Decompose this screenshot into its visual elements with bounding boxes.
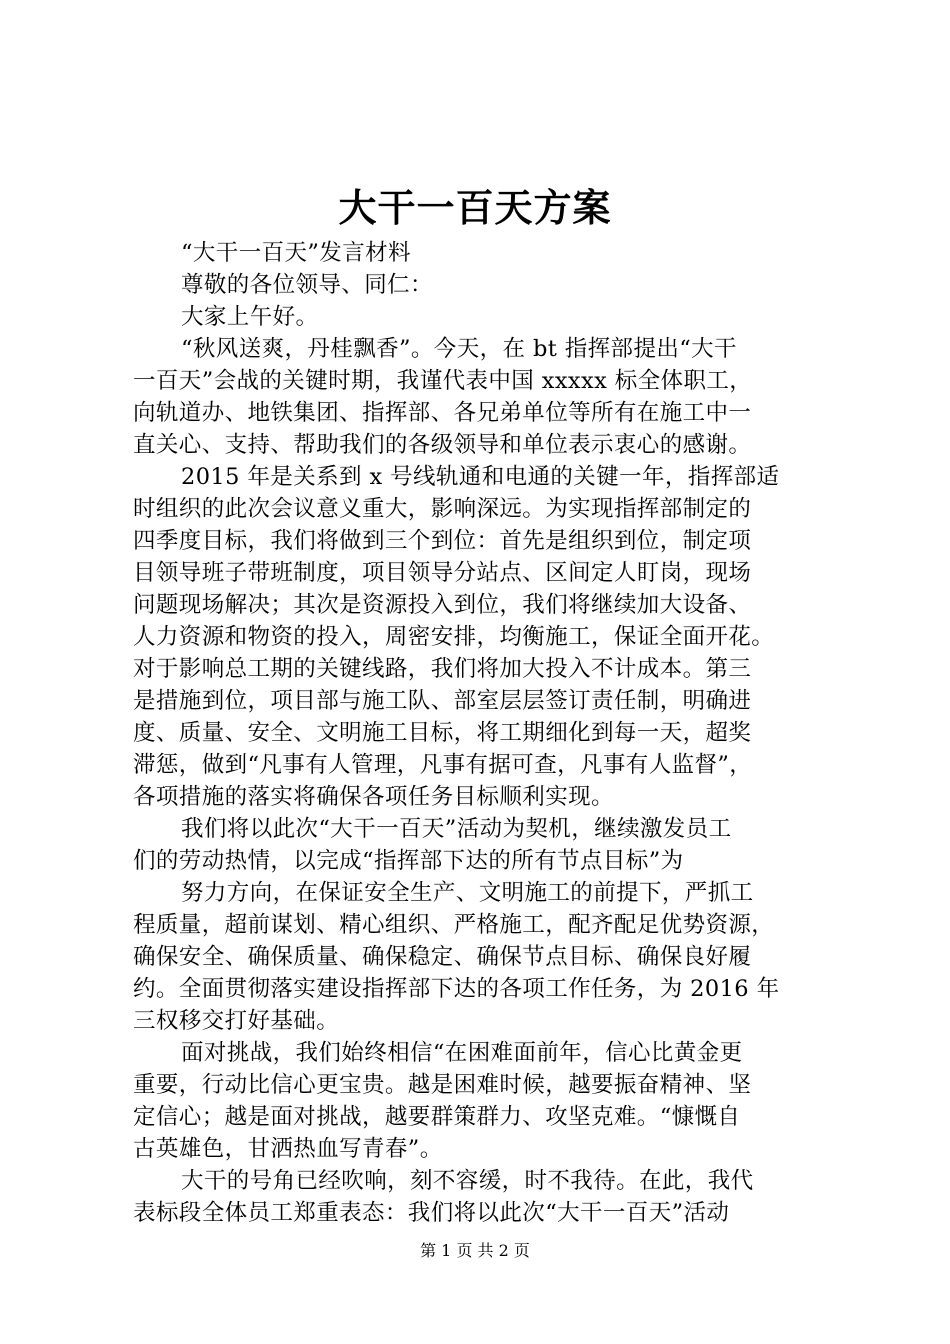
body-line: 约。全面贯彻落实建设指挥部下达的各项工作任务，为 2016 年 — [133, 976, 780, 1002]
body-line: 对于影响总工期的关键线路，我们将加大投入不计成本。第三 — [133, 656, 752, 682]
body-line: 滞惩，做到“凡事有人管理，凡事有据可查，凡事有人监督”， — [133, 752, 753, 778]
body-line: 程质量，超前谋划、精心组织、严格施工，配齐配足优势资源， — [133, 912, 775, 938]
document-body — [133, 237, 833, 1229]
body-line: 人力资源和物资的投入，周密安排，均衡施工，保证全面开花。 — [133, 624, 775, 650]
document-title: 大干一百天方案 — [338, 185, 612, 230]
body-line: 重要，行动比信心更宝贵。越是困难时候，越要振奋精神、坚 — [133, 1072, 752, 1098]
body-line: 是措施到位，项目部与施工队、部室层层签订责任制，明确进 — [133, 688, 752, 714]
body-line: 各项措施的落实将确保各项任务目标顺利实现。 — [133, 784, 614, 810]
body-line: 向轨道办、地铁集团、指挥部、各兄弟单位等所有在施工中一 — [133, 400, 752, 426]
page-footer: 第 1 页 共 2 页 — [420, 1241, 530, 1260]
body-line: 大干的号角已经吹响，刻不容缓，时不我待。在此，我代 — [181, 1168, 754, 1194]
body-line: 目领导班子带班制度，项目领导分站点、区间定人盯岗，现场 — [133, 560, 752, 586]
body-line: 古英雄色，甘洒热血写青春”。 — [133, 1136, 443, 1162]
body-line: 定信心；越是面对挑战，越要群策群力、攻坚克难。“慷慨自 — [133, 1104, 741, 1130]
body-line: “大干一百天”发言材料 — [181, 240, 411, 266]
body-line: 大家上午好。 — [181, 304, 319, 330]
body-line: 四季度目标，我们将做到三个到位：首先是组织到位，制定项 — [133, 528, 752, 554]
body-line: “秋风送爽，丹桂飘香”。今天，在 bt 指挥部提出“大干 — [181, 336, 737, 362]
body-line: 度、质量、安全、文明施工目标，将工期细化到每一天，超奖 — [133, 720, 752, 746]
body-line: 表标段全体员工郑重表态：我们将以此次“大干一百天”活动 — [133, 1200, 730, 1226]
body-line: 直关心、支持、帮助我们的各级领导和单位表示衷心的感谢。 — [133, 432, 752, 458]
body-line: 问题现场解决；其次是资源投入到位，我们将继续加大设备、 — [133, 592, 752, 618]
body-line: 面对挑战，我们始终相信“在困难面前年，信心比黄金更 — [181, 1040, 743, 1066]
body-line: 一百天”会战的关键时期，我谨代表中国 xxxxx 标全体职工， — [133, 368, 753, 394]
body-line: 尊敬的各位领导、同仁： — [181, 272, 433, 298]
body-line: 努力方向，在保证安全生产、文明施工的前提下，严抓工 — [181, 880, 754, 906]
body-line: 确保安全、确保质量、确保稳定、确保节点目标、确保良好履 — [133, 944, 752, 970]
body-line: 时组织的此次会议意义重大，影响深远。为实现指挥部制定的 — [133, 496, 752, 522]
body-line: 2015 年是关系到 x 号线轨通和电通的关键一年，指挥部适 — [181, 464, 780, 490]
body-line: 我们将以此次“大干一百天”活动为契机，继续激发员工 — [181, 816, 732, 842]
body-line: 们的劳动热情，以完成“指挥部下达的所有节点目标”为 — [133, 848, 684, 874]
body-line: 三权移交打好基础。 — [133, 1008, 340, 1034]
